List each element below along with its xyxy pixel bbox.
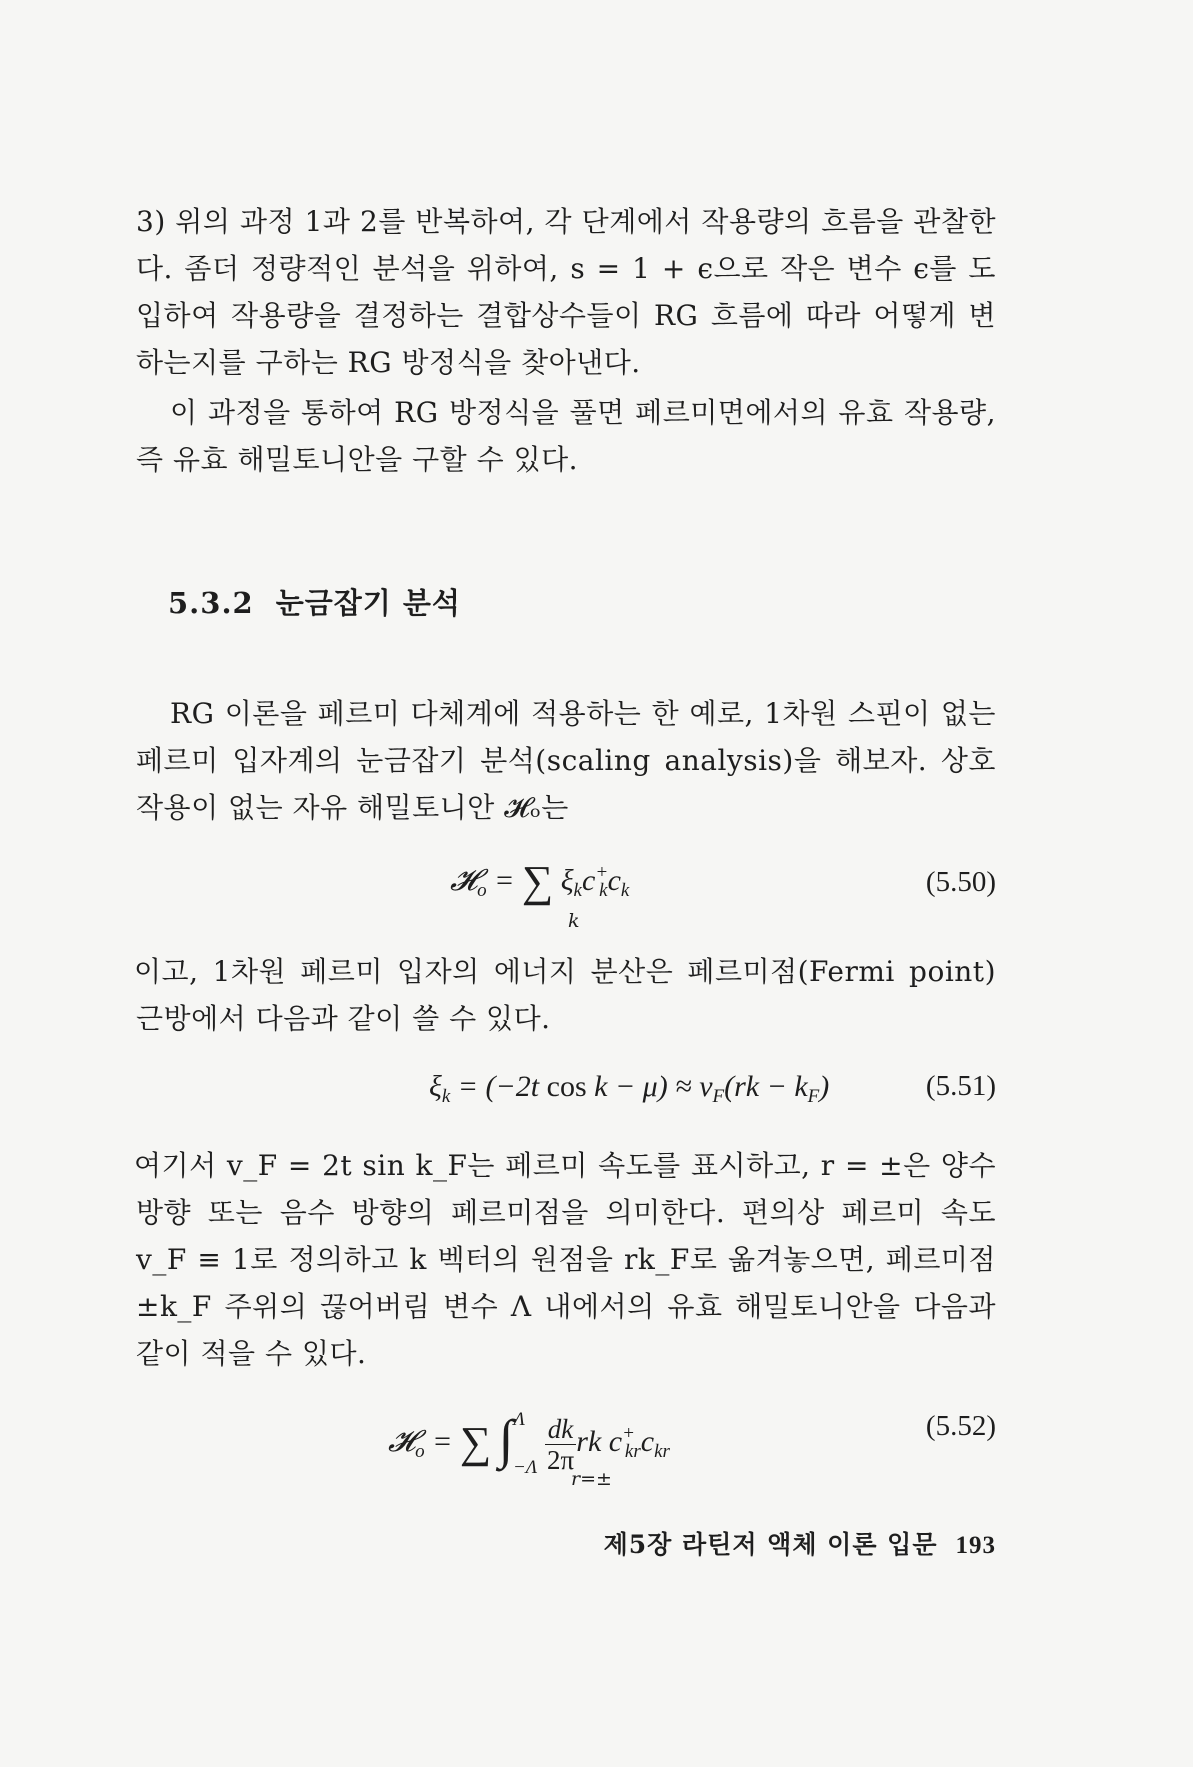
chapter-title: 제5장 라틴저 액체 이론 입문 [603,1530,938,1559]
equation-number: (5.50) [925,866,996,898]
page-footer [560,1525,996,1561]
equation-5-52: 𝓗$_o$ = ∑ ∫$^\Lambda_{-\Lambda}$ $\frac{dk}{2\pi}$ rk $c^+_{kr}c_{kr}$ r=± (5.52) [388,1409,996,1490]
equation-5-51 [136,1062,996,1152]
paragraph-dispersion: 이고, 1차원 페르미 입자의 에너지 분산은 페르미점(Fermi point) 근방에서 다음과 같이 쓸 수 있다. [134,955,996,1035]
section-heading [168,581,461,622]
equation-5-52-body: 𝓗$_o$ = ∑ ∫$^\Lambda_{-\Lambda}$ $\frac{dk}{2\pi}$ rk $c^+_{kr}c_{kr}$ [388,1409,670,1478]
paragraph-rg-step-3: 3) 위의 과정 1과 2를 반복하여, 각 단계에서 작용량의 흐름을 관찰한다. 좀더 정량적인 분석을 위하여, s = 1 + ϵ으로 작은 변수 ϵ를 도입하여 작용량을 결정하는 결합상수들이 RG 흐름에 따라 어떻게 변하는지를 구하는 RG 방정식을 찾아낸다. [136,205,996,379]
page-number: 193 [955,1532,996,1559]
equation-5-50: 𝓗$_o$ = ∑ $\xi_kc^+_kc_k$ k (5.50) [450,857,996,932]
equation-5-50-body: 𝓗$_o$ = ∑ $\xi_kc^+_kc_k$ [450,857,630,906]
section-title: 눈금잡기 분석 [275,586,461,620]
equation-number: (5.52) [925,1410,996,1442]
paragraph-rg-result: 이 과정을 통하여 RG 방정식을 풀면 페르미면에서의 유효 작용량, 즉 유효 해밀토니안을 구할 수 있다. [136,396,996,476]
equation-5-51-body: $\xi_k = (-2t$ $\cos k - \mu) \approx v_F(rk - k_F)$ [429,1070,830,1107]
paragraph-fermi-velocity: 여기서 v_F = 2t sin k_F는 페르미 속도를 표시하고, r = ±은 양수 방향 또는 음수 방향의 페르미점을 의미한다. 편의상 페르미 속도 v_F ≡ 1로 정의하고 k 벡터의 원점을 rk_F로 옮겨놓으면, 페르미점 ±k_F 주위의 끊어버림 변수 Λ 내에서의 유효 해밀토니안을 다음과 같이 적을 수 있다. [134,1149,996,1370]
paragraph-scaling-intro: RG 이론을 페르미 다체계에 적용하는 한 예로, 1차원 스핀이 없는 페르미 입자계의 눈금잡기 분석(scaling analysis)을 해보자. 상호작용이 없는 자유 해밀토니안 𝓗ₒ는 [136,697,996,824]
equation-number: (5.51) [925,1070,996,1102]
section-number: 5.3.2 [168,586,254,620]
